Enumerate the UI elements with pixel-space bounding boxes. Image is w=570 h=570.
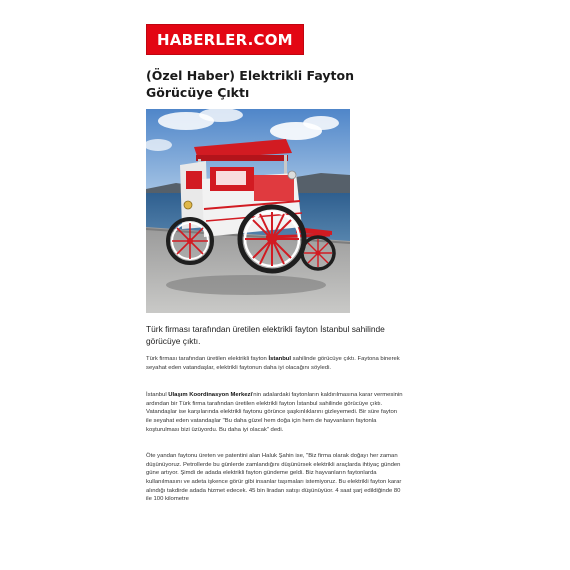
- bold-text[interactable]: İstanbul: [268, 356, 292, 362]
- site-logo[interactable]: HABERLER.COM: [146, 24, 304, 55]
- article-paragraph-1: Türk firması tarafından üretilen elektrikli fayton İstanbul sahilinde görücüye çıktı. Faytona binerek seyahat eden vatandaşlar, elektrikli faytonun daha iyi olacağını söyledi.: [146, 356, 400, 371]
- bold-text[interactable]: Ulaşım Koordinasyon Merkezi: [168, 392, 253, 399]
- article-paragraph-3: Öte yandan faytonu üreten ve patentini alan Haluk Şahin ise, "Biz firma olarak doğayı her zaman düşünüyoruz. Petrollerde bu günlerde zamlandığını düşünürsek elektrikli araçlarda ihtiyaç günden güne artıyor. Şimdi de adada elektrikli fayton gündeme geldi. Biz hayvanların faytonlarda kullanılmasını ve adeta işkence görür gibi insanlar taşımaları istemiyoruz. Bu elektrikli fayton karar alındığı takdirde adada hizmet edecek. 45 bin liradan satışı düşünüyüor. 4 saat şarj edildiğinde 80 ile 100 kilometre: [146, 453, 402, 503]
- article-paragraph-2: İstanbul Ulaşım Koordinasyon Merkezi'nin adalardaki faytonların kaldırılmasına karar vermesinin ardından bir Türk firma tarafından üretilen elektrikli fayton İstanbul sahilinde görücüye çıktı. Vatandaşlar ise karşılarında elektrikli faytonu görünce şaşkınlıklarını gizleyemedi. Bir süre fayton ile seyahat eden vatandaşlar "Bu daha güzel hem doğa için hem de hayvanların faytonla koşturulması bizi üzüyordu. Bu daha iyi olacak" dedi.: [146, 392, 403, 433]
- article-page: [146, 24, 404, 504]
- article-photo: [146, 109, 350, 313]
- article-headline: (Özel Haber) Elektrikli Fayton Görücüye Çıktı: [146, 68, 355, 100]
- article-lead: Türk firması tarafından üretilen elektrikli fayton İstanbul sahilinde görücüye çıktı.: [146, 324, 385, 346]
